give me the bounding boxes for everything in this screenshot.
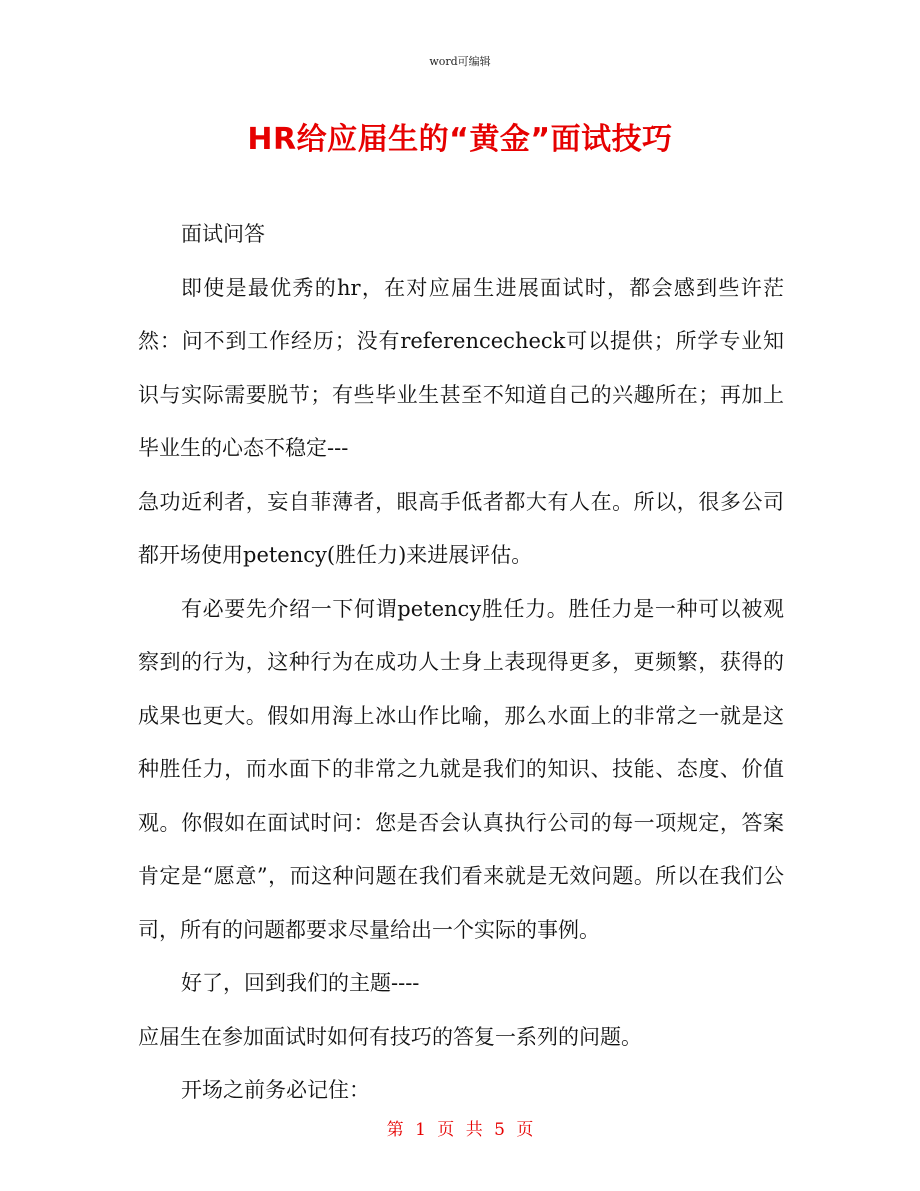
paragraph: 即使是最优秀的hr，在对应届生进展面试时，都会感到些许茫然：问不到工作经历；没有referencecheck可以提供；所学专业知识与实际需要脱节；有些毕业生甚至不知道自己的兴趣所在；再加上毕业生的心态不稳定--- (138, 275, 784, 460)
paragraph: 好了，回到我们的主题---- (181, 971, 420, 995)
paragraph: 有必要先介绍一下何谓petency胜任力。胜任力是一种可以被观察到的行为，这种行为在成功人士身上表现得更多，更频繁，获得的成果也更大。假如用海上冰山作比喻，那么水面上的非常之一就是这种胜任力，而水面下的非常之九就是我们的知识、技能、态度、价值观。你假如在面试时问：您是否会认真执行公司的每一项规定，答案肯定是“愿意”，而这种问题在我们看来就是无效问题。所以在我们公司，所有的问题都要求尽量给出一个实际的事例。 (138, 596, 784, 942)
paragraph: 开场之前务必记住： (181, 1078, 370, 1102)
paragraph: 应届生在参加面试时如何有技巧的答复一系列的问题。 (138, 1024, 642, 1049)
document-body (138, 208, 784, 1118)
page-number-footer: 第 1 页 共 5 页 (386, 1120, 534, 1140)
header-note: word可编辑 (429, 55, 491, 68)
paragraph-section-heading: 面试问答 (181, 222, 265, 246)
paragraph: 急功近利者，妄自菲薄者，眼高手低者都大有人在。所以，很多公司都开场使用petency(胜任力)来进展评估。 (138, 489, 784, 567)
document-title: HR给应届生的“黄金”面试技巧 (247, 122, 673, 157)
